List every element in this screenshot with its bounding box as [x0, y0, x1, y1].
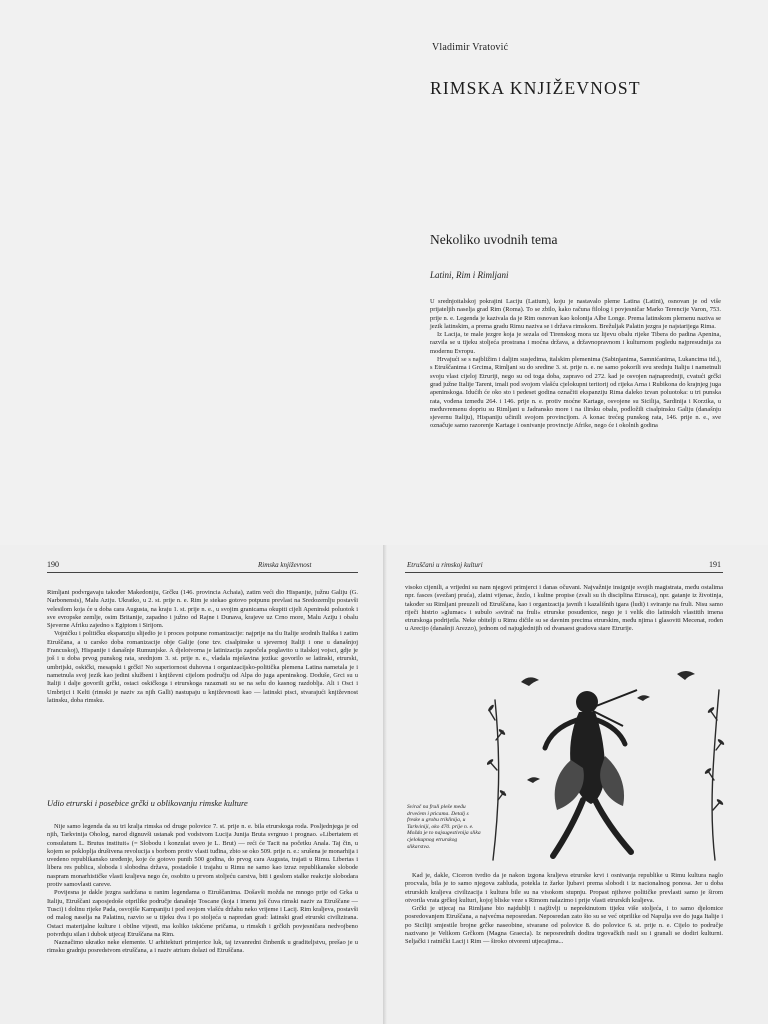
page-number-left: 190 [47, 560, 59, 569]
paragraph: visoko cijenili, a vrijedni su nam njegovi primjerci i danas očuvani. Najvažnije insignije svojih magistrata, među ostalima npr. fasces (svežanj pruća), zlatni vijenac, žezlo, i kultne propise (zvali su ih disciplina Etrusca), npr. gatanje iz životinja, također su Rimljani preuzeli od Etruščana, kao i organizacija javnih i kazališnih igara (ludi) i sviranje na fruli. Nisu samo riječi histrio »glumac« i subulo »svirač na fruli« etrurske posuđenice, nego je i velik dio latinskih vlastitih imena etrurskoga podrijetla. Neke obitelji u Rimu dičile su se davnim precima etrurskim, među njima i glasoviti Mecenat, rođen u Arecijo (današnji Arezzo), jednom od najuglednijih od dvanaest gradova stare Etrurije. [405, 584, 723, 633]
paragraph: Nije samo legenda da su tri kralja rimska od druge polovice 7. st. prije n. e. bila etrurskoga roda. Posljednjega je od njih, Tarkvinija Oholog, narod dignuvši ustanak pod vodstvom Lucija Junija Bruta svrgnuo i prognao. »Libertatem et consulatum L. Brutus instituit« (= Slobodu i konzulat uveo je L. Brut) — reći će Tacit na početku Anala. Taj čin, u kojem se pokloplja društvena revolucija s borbom protiv vlasti tuđina, zbio se oko 509. prije n. e.: srušena je monarhija i uvedeno republikansko uređenje, koje će gotovo punih 500 godina, do prvog cara Augusta, trajati u Rimu. Libertas i libera res publica, sloboda i slobodna država, postadoše i trajahu u Rimu ne samo kao izraz republikanske slobode naspram monarhističke vlasti kraljeva nego će, osobito u prvom stoljeću carstva, biti i geslom stalke reakcije slobodara protiv samovlasti careve. [47, 823, 358, 889]
header-rule-right [405, 572, 723, 573]
paragraph: Naznačimo ukratko neke elemente. U arhitekturi primjerice luk, taj izvanredni činbenik u graditeljstvu, prešao je u rimsku gradnju posredstvom etruščana, a i naziv atrium dolazi od Etruščana. [47, 939, 358, 955]
flute-player [545, 690, 637, 856]
paragraph: Iz Lacija, te male jezgre koja je sezala od Tirenskog mora uz lijevu obalu rijeke Tibera do padina Apenina, razvila se u tijeku stoljeća prostrana i moćna država, a državnopravnom i kulturnom pogledu najpresudnija za modernu Evropu. [430, 331, 721, 355]
page-number-right: 191 [709, 560, 721, 569]
right-page-body-2 [405, 872, 723, 947]
paragraph: Rimljani podvrgavaju također Makedoniju, Grčku (146. provincia Achaia), zatim veći dio Hispanije, južnu Galiju (G. Narbonensis), Malu Aziju. Ukratko, u 2. st. prije n. e. Rim je stekao gotovo potpunu prevlast na Sredozemlju postavši velesilom koja će u doba cara Augusta, na kraju 1. st. prije n. e., u svojim granicama okupiti cijeli Apeninski poluotok i sve evropske zemlje, osim Britanije, zapadno i južno od Rajne i Dunava, krajeve uz Crno more, Malu Aziju i obalu Sjeverne Afriku zajedno s Egiptom i Sirijom. [47, 589, 358, 630]
section-heading: Nekoliko uvodnih tema [430, 232, 558, 247]
left-page-body [47, 589, 358, 705]
header-rule-left [47, 572, 358, 573]
figure-caption: Svirač na fruli pleše među drvećem i pticama. Detalj s freske u grobu triklinija, u Tarkviniji, oko 470. prije n. e. Možda je to najsugestivnija slika cjelokupnog etrurskog slikarstva. [407, 804, 481, 850]
paragraph: Hrvajući se s najbližim i daljim susjedima, italskim plemenima (Sabinjanima, Samnićanima, Lukancima itd.), s Etruščanima i Grcima, Rimljani su do sredine 3. st. prije n. e. ne samo pokorili svu srednju Italiju i nametnuli svoju vlast cijeloj Etruriji, nego su od toga doba, zapravo od 272. kad je osvojen najnapredniji, cvatući grčki grad južne Italije Tarent, imali pod svojom vlašću cjelokupni teritorij od rijeka Arna i Rubikona do krajnjeg juga apeninskoga. Idućih će oko sto i pedeset godina označiti ekspanziju Rima daleko izvan poluotoka: u tri punska rata, vođena između 264. i 146. prije n. e. protiv moćne Kartage, osvojene su Sicilija, Sardinija i Korzika, u međuvremenu dopriu su Rimljani u Jadransko more i na ilirsku obalu, podložili cisalpinsku Galiju (današnju sjevernu Italiju), Hispaniju učinili svojom provincijom. A konac trećeg punskog rata, 146. prije n. e., sve označuje samo razorenje Kartage i osnivanje provincije Afrike, nego će i okolnih godina [430, 356, 721, 430]
chapter-title: RIMSKA KNJIŽEVNOST [430, 78, 641, 98]
left-page-body-2 [47, 823, 358, 956]
book-gutter [383, 545, 387, 1024]
intro-body-text [430, 298, 721, 431]
section-heading-udio: Udio etrurski i posebice grčki u oblikovanju rimske kulture [47, 798, 248, 808]
author-name: Vladimir Vratović [432, 42, 509, 53]
etruscan-flute-player-figure [487, 660, 727, 865]
paragraph: Grčki je utjecaj na Rimljane bio najdublji i najživlji u neprekinutom tijeku više stoljeća, i to samo djelomice posredovanjem Etruščana, a najvećma neposredan. Neposredan zato što su se već otprilike od Napulja sve do juga Italije i po Siciliji smjestile brojne grčke naseobine, stvarane od polovice 8. do polovice 6. st. prije n. e. Cijelo to područje nazivano je Velikom Grčkom (Magna Graecia). Iz neposrednih dodira trgovačkih rasli su i granali se dodiri kulturni. Seljački i ratnički Lacij i Rim — široko otvoreni utjecajima... [405, 905, 723, 946]
paragraph: U srednjoitalskoj pokrajini Laciju (Latium), koju je nastavalo pleme Latina (Latini), osnovan je od više prijateljih naselja grad Rim (Roma). To se zbilo, kako računa filolog i povjesničar Marko Terencije Varon, 753. prije n. e. Legenda je kazivala da je Rim osnovan kao kolonija Albe Longe. Prema latinskom plemenu naziva se jezik latinskim, a prema gradu Rimu naziva se i država rimskom. Brežuljak Palatin jezgra je najstarijega Rima. [430, 298, 721, 330]
subsection-heading: Latini, Rim i Rimljani [430, 270, 509, 280]
running-head-left: Rimska književnost [258, 561, 312, 569]
right-page-body [405, 584, 723, 634]
paragraph: Kad je, dakle, Ciceron tvrdio da je nakon izgona kraljeva etrurske krvi i osnivanja republike u Rimu kultura naglo procvala, bila je to samo njegova zabluda, potekla iz žarke ljubavi prema slobodi i iz nacionalnog ponosa. Jer u doba etrurskih kraljeva civilizacija i kultura bile su na visokom stupnju. Propast njihove političke prevlasti samo je širom otvorila vrata grčkoj kulturi, kojoj bliske veze s Rimom nalazimo i prije vlasti etrurskih kraljeva. [405, 872, 723, 904]
running-head-right: Etruščani u rimskoj kulturi [407, 561, 483, 569]
paragraph: Vojničku i političku ekspanziju slijedio je i proces potpune romanizacije: najprije na tlu Italije srodnih Italika i zatim Etruščana, a u carsko doba romanizacije obje Galije (one tzv. cisalpinske u sjevernoj Italiji i one u današnjoj Francuskoj), Hispanije i današnje Rumunjske. A djelotvorna je latinizacija započela poglavito u italskoj vojsci, gdje je još i u doba prvog punskog rata, srednjom 3. st. prije n. e., vladala mješavina jezika: govorilo se latinski, etrurski, umbrijski, oskički, mesapski i grčki! No superiornost duhovna i organizacijsko-politička plemena Latina nametala je i nametnula svoj jezik kao jedini službeni i književni cijelom području od Alpa do juga apeninskog. Doduše, Grci su u Italiji i dalje govorili grčki, ostaci oskičkoga i etrurskoga razaznati su se na selu do kasnog razdoblja. Ali i Osci i Umbrijci i Kelti (rimski je naziv za njih Galli) nastupaju u književnosti kao — latinski pisci, stvarajući književnost latinsku, doba rimsku. [47, 630, 358, 704]
paragraph: Povijesna je dakle jezgra sadržana u ranim legendama o Etruščanima. Došavši možda ne mnogo prije od Grka u Italiju, Etruščani zaposjedoše otprilike područje današnje Toscane (koja i imenu još čuva rimski naziv za Etruščane — Tusci) i dolinu rijeke Pada, osvojiše Kampaniju i pod svojom vlašću držahu neko vrijeme i Lacij. Rim kraljeva, postavši od malog naselja na Palatinu, razvio se u tijeku dva i po stoljeća u napredan grad: latinski grad etrurski civilizirana. Ostaci materijalne kulture i obilne vijesti, ma koliko iskićene pričama, u rimskih i grčkih povjesničara nedvojbeno potvrđuju silan i dubok utjecaj Etruščana na Rim. [47, 889, 358, 938]
